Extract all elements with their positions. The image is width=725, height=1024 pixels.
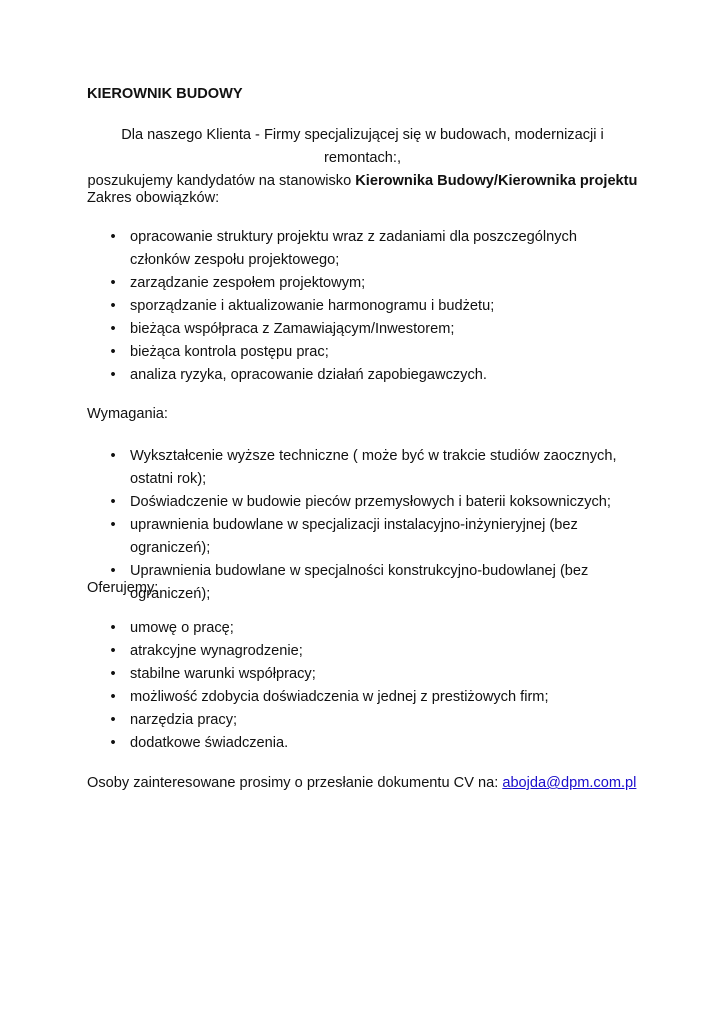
bullet-icon: •	[110, 367, 116, 383]
bullet-icon: •	[110, 229, 116, 245]
list-item-text: analiza ryzyka, opracowanie działań zapobiegawczych.	[130, 367, 487, 383]
bullet-icon: •	[110, 666, 116, 682]
responsibilities-heading: Zakres obowiązków:	[87, 190, 220, 206]
bullet-icon: •	[110, 712, 116, 728]
bullet-icon: •	[110, 735, 116, 751]
responsibilities-list	[0, 226, 725, 387]
list-item-text: sporządzanie i aktualizowanie harmonogramu i budżetu;	[130, 298, 495, 314]
bullet-icon: •	[110, 448, 116, 464]
list-item	[0, 617, 725, 640]
bullet-icon: •	[110, 517, 116, 533]
list-item	[0, 364, 725, 387]
list-item-text: stabilne warunki współpracy;	[130, 666, 316, 682]
list-item-text: atrakcyjne wynagrodzenie;	[130, 643, 303, 659]
email-link[interactable]: abojda@dpm.com.pl	[502, 775, 637, 791]
list-item	[0, 491, 725, 514]
bullet-icon: •	[110, 321, 116, 337]
intro-line-2-prefix: poszukujemy kandydatów na stanowisko	[87, 173, 356, 189]
list-item	[0, 341, 725, 364]
bullet-icon: •	[110, 275, 116, 291]
list-item-text: opracowanie struktury projektu wraz z zadaniami dla poszczególnych członków zespołu projektowego;	[130, 229, 577, 268]
position-name: Kierownika Budowy/Kierownika projektu	[355, 173, 638, 189]
document-title: KIEROWNIK BUDOWY	[87, 86, 243, 102]
bullet-icon: •	[110, 689, 116, 705]
bullet-icon: •	[110, 563, 116, 579]
bullet-icon: •	[110, 494, 116, 510]
list-item	[0, 226, 725, 272]
list-item-text: możliwość zdobycia doświadczenia w jednej z prestiżowych firm;	[130, 689, 549, 705]
list-item-text: narzędzia pracy;	[130, 712, 238, 728]
list-item-text: Uprawnienia budowlane w specjalności konstrukcyjno-budowlanej (bez ograniczeń);	[130, 563, 589, 602]
list-item-text: bieżąca kontrola postępu prac;	[130, 344, 329, 360]
list-item-text: Doświadczenie w budowie pieców przemysłowych i baterii koksowniczych;	[130, 494, 611, 510]
offer-heading: Oferujemy:	[87, 580, 159, 596]
offer-list	[0, 617, 725, 755]
list-item-text: uprawnienia budowlane w specjalizacji instalacyjno-inżynieryjnej (bez ograniczeń);	[130, 517, 578, 556]
list-item-text: bieżąca współpraca z Zamawiającym/Inwestorem;	[130, 321, 455, 337]
list-item	[0, 709, 725, 732]
bullet-icon: •	[110, 643, 116, 659]
closing-text: Osoby zainteresowane prosimy o przesłanie dokumentu CV na:	[87, 775, 503, 791]
bullet-icon: •	[110, 298, 116, 314]
bullet-icon: •	[110, 620, 116, 636]
closing-paragraph	[87, 773, 636, 793]
intro-line-1: Dla naszego Klienta - Firmy specjalizującej się w budowach, modernizacji i remontach:,	[121, 127, 604, 166]
list-item	[0, 445, 725, 491]
list-item-text: Wykształcenie wyższe techniczne ( może być w trakcie studiów zaocznych, ostatni rok);	[130, 448, 617, 487]
list-item	[0, 272, 725, 295]
list-item-text: dodatkowe świadczenia.	[130, 735, 289, 751]
list-item-text: zarządzanie zespołem projektowym;	[130, 275, 366, 291]
list-item	[0, 295, 725, 318]
bullet-icon: •	[110, 344, 116, 360]
requirements-heading: Wymagania:	[87, 406, 168, 422]
list-item	[0, 514, 725, 560]
list-item	[0, 663, 725, 686]
intro-paragraph	[87, 124, 638, 193]
list-item	[0, 686, 725, 709]
list-item-text: umowę o pracę;	[130, 620, 234, 636]
list-item	[0, 318, 725, 341]
list-item	[0, 640, 725, 663]
list-item	[0, 732, 725, 755]
